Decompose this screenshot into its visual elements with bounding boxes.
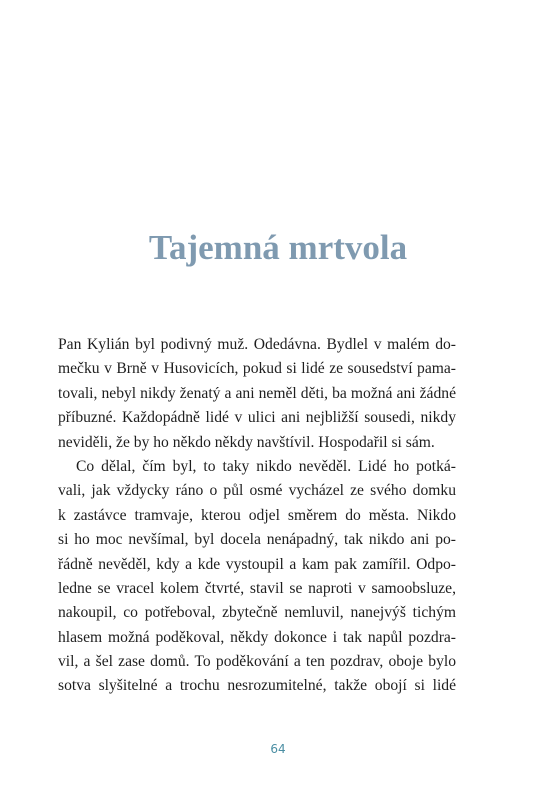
text-line: Co dělal, čím byl, to taky nikdo nevěděl. Lidé ho potká- xyxy=(76,457,456,475)
text-line: vali, jak vždycky ráno o půl osmé vycházel ze svého domku xyxy=(58,482,456,500)
text-line: řádně nevěděl, kdy a kde vystoupil a kam pak zamířil. Odpo- xyxy=(58,555,456,573)
text-line: mečku v Brně v Husovicích, pokud si lidé ze sousedství pama- xyxy=(58,360,456,378)
text-line: příbuzné. Každopádně lidé v ulici ani nejbližší sousedi, nikdy xyxy=(58,409,456,427)
text-line: Pan Kylián byl podivný muž. Odedávna. Bydlel v malém do- xyxy=(58,336,456,353)
text-line: sotva slyšitelné a trochu nesrozumitelné, takže obojí si lidé xyxy=(58,677,456,695)
text-line: si ho moc nevšímal, byl docela nenápadný, tak nikdo ani po- xyxy=(58,531,456,549)
text-line: neviděli, že by ho někdo někdy navštívil. Hospodařil si sám. xyxy=(58,433,435,451)
body-text xyxy=(58,333,456,699)
text-line: k zastávce tramvaje, kterou odjel směrem do města. Nikdo xyxy=(58,506,456,524)
text-line: ledne se vracel kolem čtvrté, stavil se naproti v samoobsluze, xyxy=(58,579,456,597)
text-line: tovali, nebyl nikdy ženatý a ani neměl děti, ba možná ani žádné xyxy=(58,384,456,402)
chapter-title: Tajemná mrtvola xyxy=(148,228,408,267)
text-line: vil, a šel zase domů. To poděkování a ten pozdrav, oboje bylo xyxy=(58,653,456,671)
page-number: 64 xyxy=(270,742,286,756)
text-line: nakoupil, co potřeboval, zbytečně nemluvil, nanejvýš tichým xyxy=(58,604,456,622)
text-line: hlasem možná poděkoval, někdy dokonce i tak napůl pozdra- xyxy=(58,628,456,646)
